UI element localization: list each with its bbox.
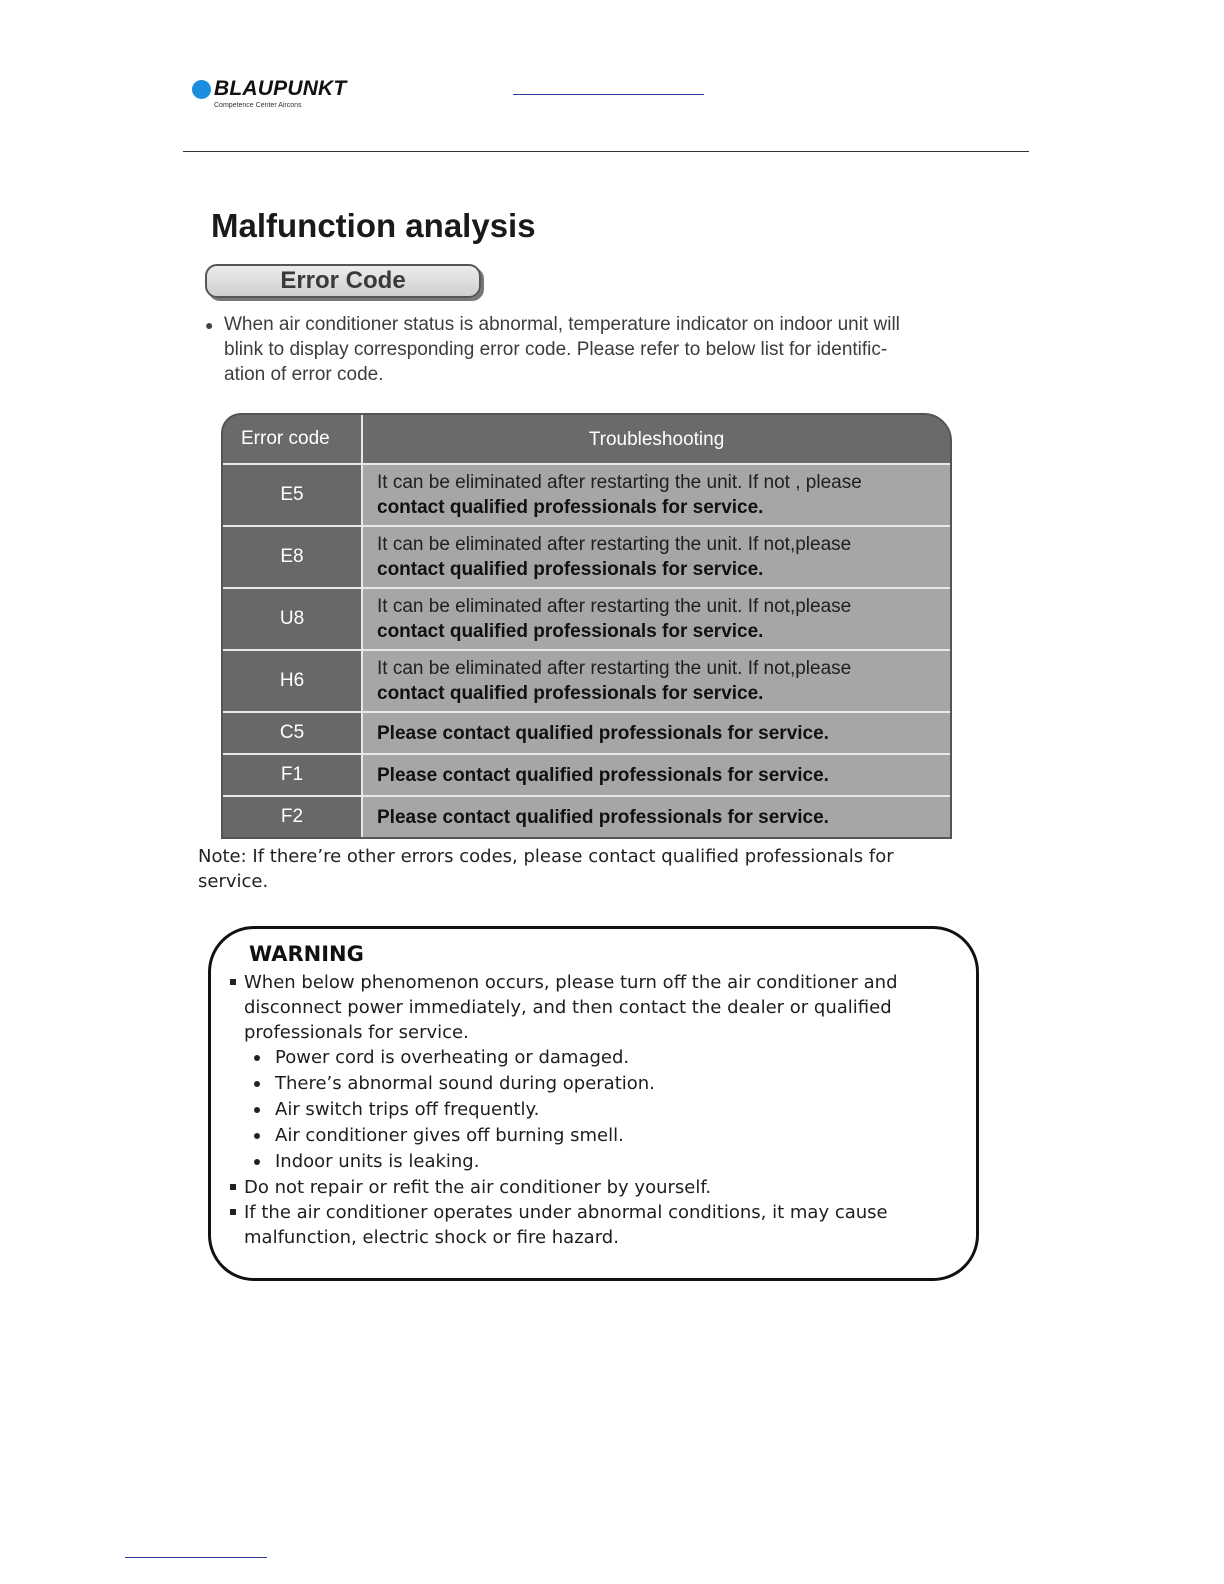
- troubleshooting-cell: [363, 527, 950, 587]
- table-row: [223, 649, 950, 711]
- bullet-icon: [254, 1055, 260, 1061]
- troubleshooting-cell: [363, 465, 950, 525]
- error-code-table: [221, 413, 952, 839]
- header-troubleshooting: [363, 415, 950, 463]
- error-code: H6: [223, 651, 363, 711]
- troubleshooting-cell: [363, 797, 950, 837]
- warning-subitem: [228, 1045, 948, 1071]
- troubleshooting-cell: [363, 755, 950, 795]
- table-row: [223, 753, 950, 795]
- warning-title: WARNING: [249, 942, 364, 966]
- table-header-row: [223, 415, 950, 463]
- note-paragraph: [198, 844, 968, 894]
- warning-subitem: [228, 1123, 948, 1149]
- warning-item-line: Do not repair or refit the air conditioner by yourself.: [244, 1177, 712, 1198]
- warning-item-line: disconnect power immediately, and then contact the dealer or qualified: [244, 997, 892, 1018]
- intro-line: ation of error code.: [224, 364, 384, 385]
- troubleshooting-line-bold: contact qualified professionals for service.: [377, 621, 764, 642]
- warning-item: [228, 1200, 948, 1250]
- troubleshooting-line: It can be eliminated after restarting the unit. If not,please: [377, 534, 852, 555]
- header-link-underline[interactable]: [513, 94, 704, 95]
- error-code: E5: [223, 465, 363, 525]
- bullet-icon: [254, 1133, 260, 1139]
- bullet-icon: [254, 1159, 260, 1165]
- note-line: service.: [198, 871, 269, 892]
- note-line: Note: If there’re other errors codes, please contact qualified professionals for: [198, 846, 894, 867]
- troubleshooting-cell: [363, 589, 950, 649]
- warning-body: [228, 970, 948, 1250]
- warning-item: [228, 970, 948, 1045]
- header-divider: [183, 151, 1029, 152]
- error-code: C5: [223, 713, 363, 753]
- warning-item: [228, 1175, 948, 1200]
- troubleshooting-line: It can be eliminated after restarting the unit. If not,please: [377, 596, 852, 617]
- troubleshooting-line: It can be eliminated after restarting the unit. If not , please: [377, 472, 862, 493]
- bullet-icon: [254, 1107, 260, 1113]
- troubleshooting-cell: [363, 651, 950, 711]
- table-row: [223, 525, 950, 587]
- warning-item-line: malfunction, electric shock or fire hazard.: [244, 1227, 619, 1248]
- warning-subitem-text: Air switch trips off frequently.: [275, 1099, 540, 1120]
- square-bullet-icon: [230, 1209, 236, 1215]
- error-code: F1: [223, 755, 363, 795]
- square-bullet-icon: [230, 979, 236, 985]
- logo-dot-icon: [192, 80, 211, 99]
- section-label: Error Code: [280, 267, 406, 294]
- warning-item-line: When below phenomenon occurs, please turn off the air conditioner and: [244, 972, 898, 993]
- troubleshooting-cell: [363, 713, 950, 753]
- bullet-icon: [254, 1081, 260, 1087]
- troubleshooting-line-bold: Please contact qualified professionals for service.: [377, 722, 829, 744]
- brand-name: BLAUPUNKT: [214, 77, 347, 100]
- square-bullet-icon: [230, 1184, 236, 1190]
- error-code: U8: [223, 589, 363, 649]
- brand-logo: [192, 78, 362, 118]
- troubleshooting-line-bold: contact qualified professionals for service.: [377, 683, 764, 704]
- header-troubleshooting-label: Troubleshooting: [588, 428, 725, 450]
- error-code: E8: [223, 527, 363, 587]
- troubleshooting-line-bold: contact qualified professionals for service.: [377, 559, 764, 580]
- warning-subitem-text: Indoor units is leaking.: [275, 1151, 480, 1172]
- warning-subitem: [228, 1097, 948, 1123]
- warning-subitem-text: There’s abnormal sound during operation.: [275, 1073, 655, 1094]
- warning-subitem: [228, 1071, 948, 1097]
- warning-subitem: [228, 1149, 948, 1175]
- table-row: [223, 711, 950, 753]
- troubleshooting-line-bold: Please contact qualified professionals for service.: [377, 806, 829, 828]
- warning-item-line: If the air conditioner operates under abnormal conditions, it may cause: [244, 1202, 888, 1223]
- header-error-code: Error code: [223, 415, 363, 463]
- table-row: [223, 795, 950, 837]
- section-label-badge: [205, 264, 481, 298]
- error-code: F2: [223, 797, 363, 837]
- intro-paragraph: [224, 312, 994, 387]
- troubleshooting-line: It can be eliminated after restarting the unit. If not,please: [377, 658, 852, 679]
- page-title: Malfunction analysis: [211, 207, 536, 244]
- troubleshooting-line-bold: contact qualified professionals for service.: [377, 497, 764, 518]
- table-row: [223, 463, 950, 525]
- intro-line: blink to display corresponding error code. Please refer to below list for identific-: [224, 339, 888, 360]
- warning-subitem-text: Power cord is overheating or damaged.: [275, 1047, 630, 1068]
- brand-tagline: Competence Center Aircons: [214, 102, 302, 109]
- footer-link-underline[interactable]: [125, 1557, 267, 1558]
- troubleshooting-line-bold: Please contact qualified professionals for service.: [377, 764, 829, 786]
- table-row: [223, 587, 950, 649]
- warning-item-line: professionals for service.: [244, 1022, 469, 1043]
- bullet-icon: ●: [205, 317, 214, 333]
- warning-subitem-text: Air conditioner gives off burning smell.: [275, 1125, 624, 1146]
- intro-line: When air conditioner status is abnormal, temperature indicator on indoor unit will: [224, 314, 900, 335]
